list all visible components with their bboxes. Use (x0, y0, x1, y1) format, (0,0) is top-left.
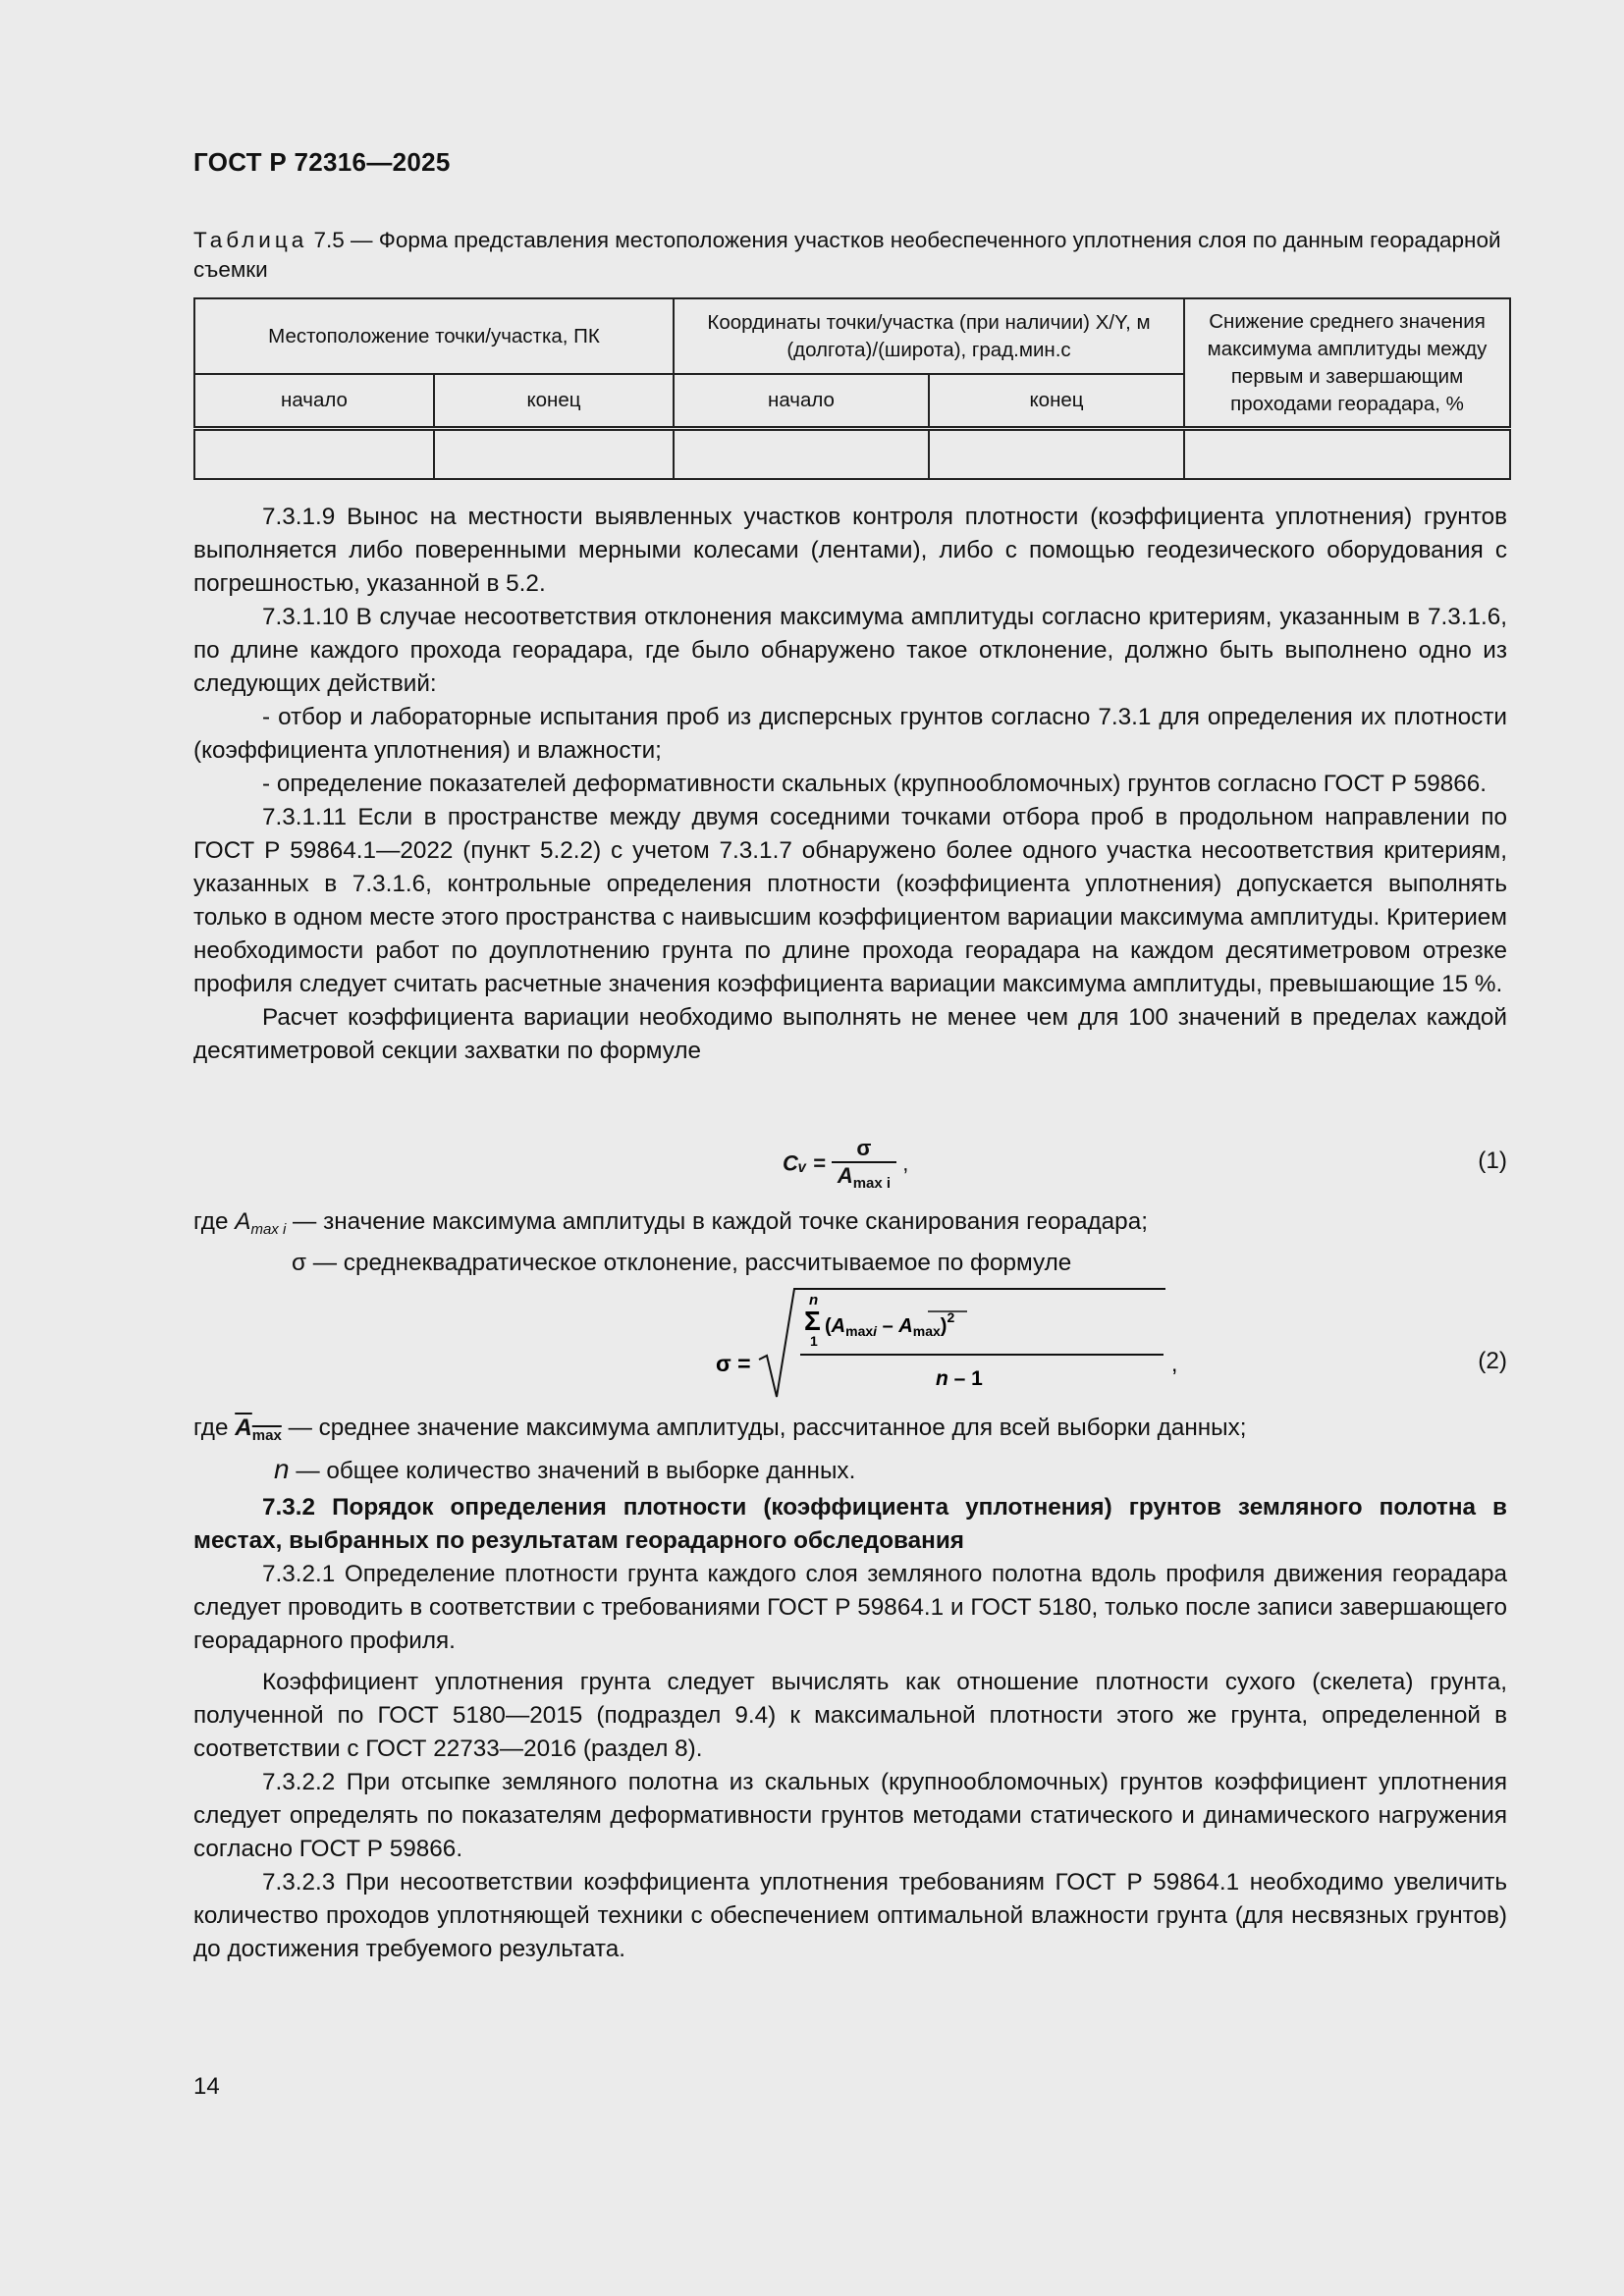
symbol-amax-sub: max i (250, 1221, 287, 1238)
table-7-5 (193, 297, 1511, 480)
formula-1-numerator: σ (856, 1136, 872, 1160)
header-amplitude-reduction: Снижение среднего значения максимума амплитуды между первым и завершающим проходами георадара, % (1184, 298, 1510, 429)
body-text-block-1 (193, 501, 1507, 1068)
formula-2-lhs: σ = (716, 1351, 751, 1376)
formula-2-denominator: n – 1 (936, 1367, 983, 1390)
header-location-start: начало (194, 374, 434, 429)
header-coords-start: начало (674, 374, 929, 429)
table-cell-empty (929, 429, 1184, 480)
header-coords-end: конец (929, 374, 1184, 429)
amax-definition: — значение максимума амплитуды в каждой точке сканирования георадара; (286, 1208, 1148, 1235)
bullet-item: - определение показателей деформативности скальных (крупнообломочных) грунтов согласно ГОСТ Р 59866. (262, 771, 1488, 797)
paragraph-calculation: Расчет коэффициента вариации необходимо выполнять не менее чем для 100 значений в пределах каждой десятиметровой секции захватки по формуле (193, 1004, 1507, 1064)
formula-1-lhs: Cᵥ = (783, 1150, 826, 1176)
page-number: 14 (193, 2073, 220, 2100)
n-definition: — общее количество значений в выборке данных. (289, 1458, 856, 1484)
paragraph-7-3-2-2: 7.3.2.2 При отсыпке земляного полотна из скальных (крупнообломочных) грунтов коэффициент уплотнения следует определять по показателям деформативности грунтов методами статического и динамического нагружения согласно ГОСТ Р 59866. (193, 1769, 1507, 1862)
table-cell-empty (1184, 429, 1510, 480)
formula-2-number: (2) (1478, 1348, 1507, 1374)
table-caption-text: 7.5 — Форма представления местоположения участков необеспеченного уплотнения слоя по данным георадарной съемки (193, 228, 1501, 282)
formula-2-graphic (714, 1281, 1205, 1409)
symbol-amax-mean: $A_{max}$ (235, 1415, 282, 1444)
section-7-3-2-heading: 7.3.2 Порядок определения плотности (коэффициента уплотнения) грунтов земляного полотна в местах, выбранных по результатам георадарного обследования (193, 1494, 1507, 1554)
paragraph-7-3-1-11: 7.3.1.11 Если в пространстве между двумя соседними точками отбора проб в продольном направлении по ГОСТ Р 59864.1—2022 (пункт 5.2.2) с учетом 7.3.1.7 обнаружено более одного участка несоответствия критериям, указанных в 7.3.1.6, контрольные определения плотности (коэффициента уплотнения) допускается выполнять только в одном месте этого пространства с наивысшим коэффициентом вариации максимума амплитуды. Критерием необходимости работ по доуплотнению грунта по длине прохода георадара на каждом десятиметровом отрезке профиля следует считать расчетные значения коэффициента вариации максимума амплитуды, превышающие 15 %. (193, 804, 1507, 997)
numerator-expression: $(A_{maxi} - A_{max})^2$ (825, 1309, 955, 1339)
where-block-1 (193, 1205, 1507, 1280)
table-caption (193, 226, 1509, 285)
where-label: где (193, 1208, 229, 1235)
formula-1-fraction (832, 1136, 896, 1192)
bullet-item: - отбор и лабораторные испытания проб из дисперсных грунтов согласно 7.3.1 для определения их плотности (коэффициента уплотнения) и влажности; (193, 704, 1507, 764)
body-text-block-2 (193, 1491, 1507, 1966)
where-block-2 (193, 1412, 1507, 1488)
sigma-definition: σ — среднеквадратическое отклонение, рассчитываемое по формуле (292, 1250, 1072, 1276)
paragraph-7-3-1-10: 7.3.1.10 В случае несоответствия отклонения максимума амплитуды согласно критериям, указанным в 7.3.1.6, по длине каждого прохода георадара, где было обнаружено такое отклонение, должно быть выполнено одно из следующих действий: (193, 604, 1507, 697)
paragraph-7-3-1-9: 7.3.1.9 Вынос на местности выявленных участков контроля плотности (коэффициента уплотнения) грунтов выполняется либо поверенными мерными колесами (лентами), либо с помощью геодезического оборудования с погрешностью, указанной в 5.2. (193, 504, 1507, 597)
header-coordinates: Координаты точки/участка (при наличии) X/Y, м (долгота)/(широта), град.мин.с (674, 298, 1184, 374)
table-cell-empty (194, 429, 434, 480)
table-cell-empty (434, 429, 674, 480)
sum-sign: Σ (804, 1306, 821, 1336)
paragraph-compaction-coefficient: Коэффициент уплотнения грунта следует вычислять как отношение плотности сухого (скелета) грунта, полученной по ГОСТ 5180—2015 (подраздел 9.4) к максимальной плотности этого же грунта, определенной в соответствии с ГОСТ 22733—2016 (раздел 8). (193, 1669, 1507, 1762)
table-caption-label: Таблица (193, 228, 308, 252)
formula-1 (193, 1136, 1507, 1210)
amax-mean-definition: — среднее значение максимума амплитуды, рассчитанное для всей выборки данных; (281, 1415, 1247, 1441)
where-label: где (193, 1415, 229, 1441)
sum-top: n (809, 1292, 819, 1308)
formula-1-denominator: A (837, 1163, 853, 1188)
symbol-amax: A (235, 1208, 251, 1235)
header-location: Местоположение точки/участка, ПК (194, 298, 674, 374)
header-location-end: конец (434, 374, 674, 429)
paragraph-7-3-2-3: 7.3.2.3 При несоответствии коэффициента уплотнения требованиям ГОСТ Р 59864.1 необходимо увеличить количество проходов уплотняющей техники с обеспечением оптимальной влажности грунта (для несвязных грунтов) до достижения требуемого результата. (193, 1869, 1507, 1962)
table-cell-empty (674, 429, 929, 480)
paragraph-7-3-2-1: 7.3.2.1 Определение плотности грунта каждого слоя земляного полотна вдоль профиля движения георадара следует проводить в соответствии с требованиями ГОСТ Р 59864.1 и ГОСТ 5180, только после записи завершающего георадарного профиля. (193, 1561, 1507, 1654)
formula-1-denominator-sub: max i (852, 1175, 892, 1192)
sum-bottom: 1 (810, 1333, 818, 1349)
formula-1-comma: , (902, 1150, 909, 1176)
symbol-n: n (274, 1454, 290, 1484)
formula-1-number: (1) (1478, 1148, 1507, 1174)
formula-2-comma: , (1171, 1351, 1178, 1376)
document-header: ГОСТ Р 72316—2025 (193, 147, 451, 177)
formula-2 (193, 1281, 1507, 1409)
